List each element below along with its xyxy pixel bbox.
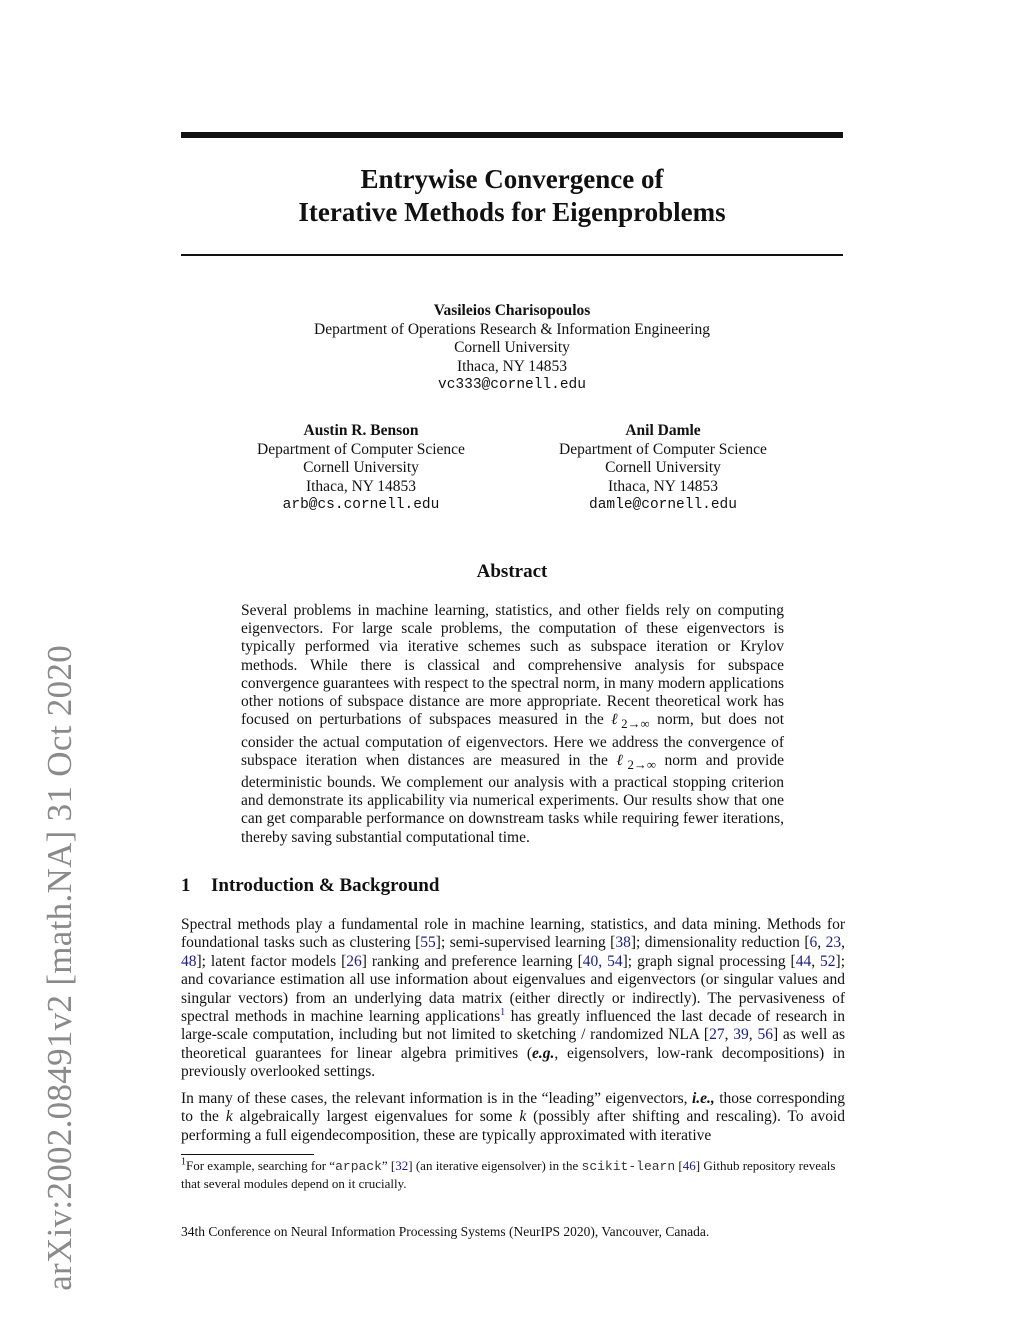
text: , (724, 1026, 734, 1044)
author-university: Cornell University (303, 459, 419, 476)
norm-symbol: ℓ (611, 711, 622, 729)
text: In many of these cases, the relevant information is in the “leading” eigenvectors, (181, 1090, 692, 1107)
title-top-rule (181, 132, 843, 138)
ie-abbrev: i.e., (691, 1090, 715, 1107)
math-variable: k (519, 1108, 527, 1126)
text: , (817, 934, 826, 952)
code-scikit-learn: scikit-learn (581, 1159, 676, 1174)
text: , (748, 1026, 758, 1044)
title-line-1: Entrywise Convergence of (360, 164, 664, 194)
intro-paragraph-2 (181, 1090, 845, 1145)
arxiv-identifier[interactable]: arXiv:2002.08491v2 [math.NA] 31 Oct 2020 (40, 645, 79, 1291)
author-department: Department of Computer Science (559, 440, 767, 458)
author-block-benson (200, 422, 522, 515)
text: ]; and covariance estimation all use information about eigenvalues and eigenvectors (or singular values and singular vectors) from an underlying data matrix (either directly or indirectly). The pervasiveness of spectral methods in machine learning applications (181, 952, 846, 1026)
author-name: Anil Damle (625, 422, 701, 439)
footnote-mark: 1 (181, 1156, 186, 1168)
section-title: Introduction & Background (211, 875, 440, 896)
citation-link[interactable]: 38 (615, 934, 631, 952)
citation-link[interactable]: 46 (682, 1158, 696, 1173)
arxiv-sidebar (20, 330, 79, 1291)
abstract-text-part: norm, but does not consider the actual computation of eigenvectors. Here we address the convergence of subspace iteration when distances are measured in the (241, 711, 784, 769)
norm-subscript: 2→∞ (621, 716, 650, 732)
author-location: Ithaca, NY 14853 (607, 477, 719, 495)
citation-link[interactable]: 26 (346, 952, 362, 970)
author-name: Vasileios Charisopoulos (433, 302, 591, 319)
text: ]; dimensionality reduction [ (630, 934, 810, 952)
author-department: Department of Operations Research & Information Engineering (314, 320, 710, 338)
author-block-charisopoulos (262, 302, 762, 395)
text: ]; latent factor models [ (196, 952, 347, 970)
author-name: Austin R. Benson (303, 422, 419, 439)
abstract-text-part: norm and provide deterministic bounds. We complement our analysis with a practical stopping criterion and demonstrate its applicability via numerical experiments. Our results show that one can get comparable performance on downstream tasks while requiring fewer iterations, thereby saving substantial computational time. (241, 751, 784, 846)
citation-link[interactable]: 56 (757, 1026, 773, 1044)
abstract-body (241, 602, 784, 847)
abstract-heading: Abstract (476, 561, 548, 582)
text: , (841, 934, 846, 952)
footnote-marker[interactable]: 1 (500, 1006, 506, 1018)
text: Spectral methods play a fundamental role in machine learning, statistics, and data mining. Methods for foundational tasks such as clustering [ (181, 916, 845, 952)
author-location: Ithaca, NY 14853 (456, 357, 568, 375)
text: [ (675, 1158, 683, 1173)
citation-link[interactable]: 27 (709, 1026, 725, 1044)
title-bottom-rule (181, 254, 843, 256)
citation-link[interactable]: 48 (181, 952, 197, 970)
author-block-damle (502, 422, 824, 515)
title-line-2: Iterative Methods for Eigenproblems (298, 197, 726, 227)
text: has greatly influenced the last decade of research in large-scale computation, including but not limited to sketching / randomized NLA [ (181, 1008, 845, 1044)
footnote-rule (181, 1154, 314, 1155)
text: ] (an iterative eigensolver) in the (408, 1158, 582, 1173)
author-email[interactable]: vc333@cornell.edu (438, 377, 586, 393)
text: those corresponding to the (181, 1090, 846, 1126)
citation-link[interactable]: 40, 54 (582, 952, 623, 970)
text: , eigensolvers, low-rank decompositions) in previously overlooked settings. (181, 1044, 846, 1081)
norm-symbol: ℓ (616, 751, 628, 769)
citation-link[interactable]: 39 (733, 1026, 749, 1044)
intro-paragraph-1 (181, 916, 845, 1082)
author-university: Cornell University (454, 339, 570, 356)
text: ]; semi-supervised learning [ (435, 934, 616, 952)
text: ]; graph signal processing [ (622, 952, 796, 970)
citation-link[interactable]: 55 (420, 934, 436, 952)
author-email[interactable]: arb@cs.cornell.edu (282, 497, 440, 513)
citation-link[interactable]: 23 (825, 934, 842, 952)
text: ] as well as theoretical guarantees for linear algebra primitives ( (181, 1026, 846, 1062)
text: , (811, 952, 821, 970)
citation-link[interactable]: 44 (795, 952, 812, 970)
citation-link[interactable]: 52 (820, 952, 836, 970)
author-location: Ithaca, NY 14853 (305, 477, 417, 495)
text: algebraically largest eigenvalues for some (232, 1108, 520, 1126)
eg-abbrev: e.g. (532, 1044, 555, 1062)
paper-title (181, 163, 843, 229)
section-heading (181, 875, 439, 897)
author-university: Cornell University (605, 459, 721, 476)
text: ] Github repository reveals that several modules depend on it crucially. (181, 1158, 836, 1191)
math-variable: k (225, 1108, 233, 1126)
text: ” [ (381, 1158, 396, 1173)
citation-link[interactable]: 32 (395, 1158, 409, 1173)
text: For example, searching for “ (186, 1158, 336, 1173)
norm-subscript: 2→∞ (627, 756, 657, 772)
text: ] ranking and preference learning [ (361, 952, 583, 970)
author-department: Department of Computer Science (257, 440, 465, 458)
footnote (181, 1157, 845, 1192)
author-email[interactable]: damle@cornell.edu (589, 497, 737, 513)
section-number: 1 (181, 875, 191, 896)
venue-footer: 34th Conference on Neural Information Processing Systems (NeurIPS 2020), Vancouver, Canada. (181, 1224, 710, 1239)
code-arpack: arpack (335, 1159, 382, 1174)
abstract-text-part: Several problems in machine learning, statistics, and other fields rely on computing eigenvectors. For large scale problems, the computation of these eigenvectors is typically performed via iterative schemes such as subspace iteration or Krylov methods. While there is classical and comprehensive analysis for subspace convergence guarantees with respect to the spectral norm, in many modern applications other notions of subspace distance are more appropriate. Recent theoretical work has focused on perturbations of subspaces measured in the (241, 602, 784, 729)
citation-link[interactable]: 6 (809, 934, 818, 952)
text: (possibly after shifting and rescaling). To avoid performing a full eigendecomposition, these are typically approximated with iterative (181, 1108, 845, 1144)
